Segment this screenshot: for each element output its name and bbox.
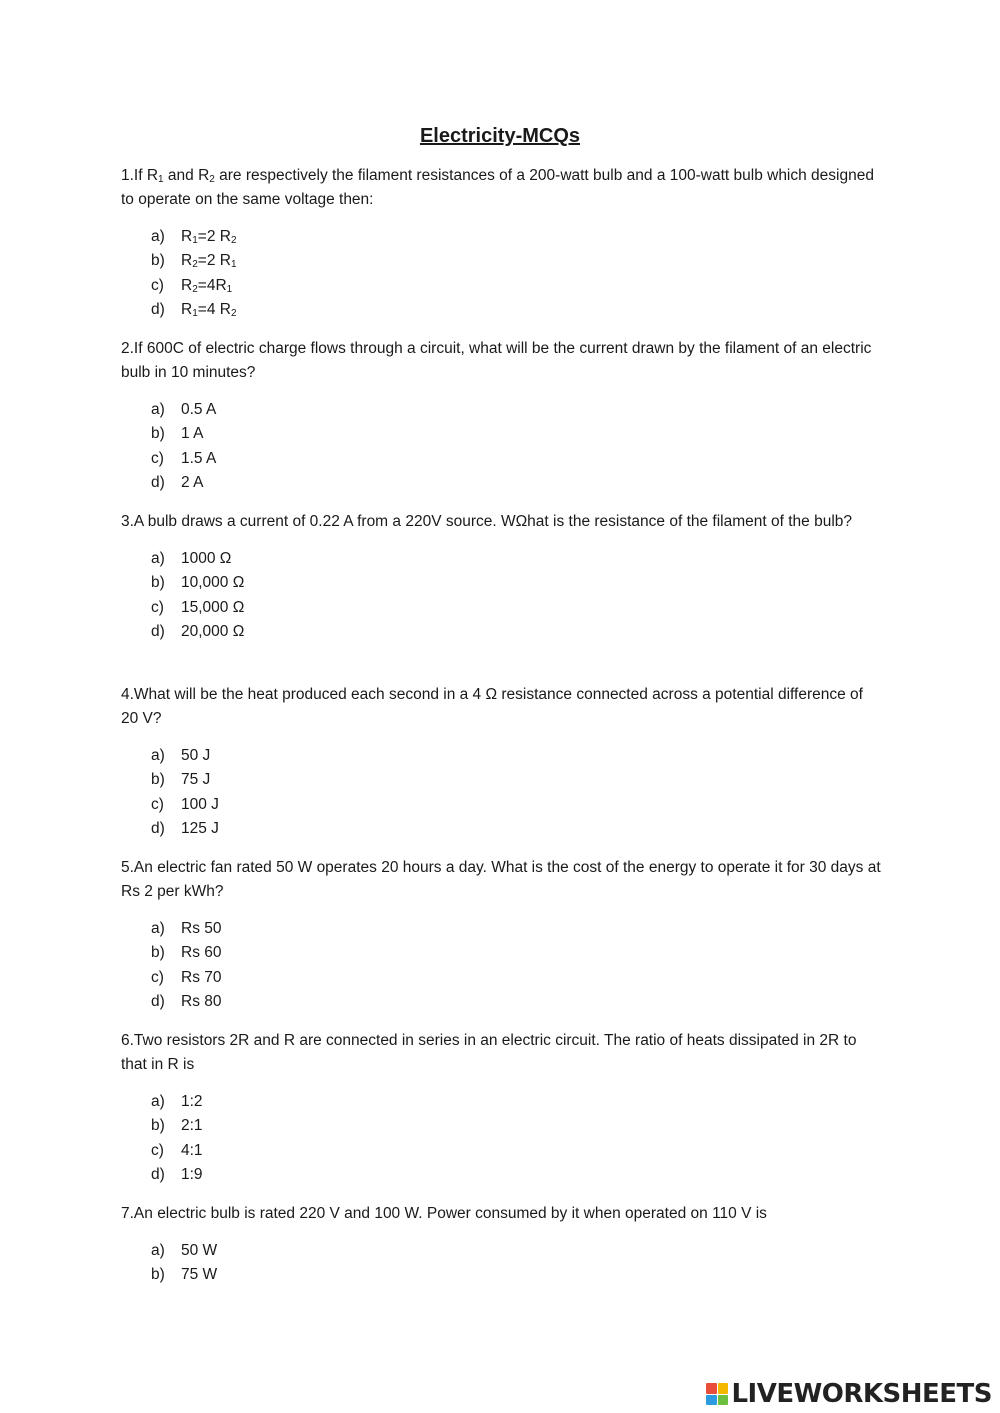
subscript: 2 xyxy=(192,283,198,295)
option-letter: b) xyxy=(151,252,165,270)
option-d[interactable] xyxy=(151,298,881,322)
subscript: 1 xyxy=(226,283,233,295)
option-c[interactable] xyxy=(151,793,881,817)
question-2-options xyxy=(121,398,881,495)
logo-mark-square-4 xyxy=(718,1395,729,1406)
option-letter: d) xyxy=(151,300,165,318)
option-letter: d) xyxy=(151,819,165,837)
option-d[interactable] xyxy=(151,817,881,841)
option-a[interactable] xyxy=(151,1090,881,1114)
question-1-options xyxy=(121,225,881,322)
option-text: 1.5 A xyxy=(181,449,217,467)
option-text: 75 W xyxy=(181,1266,218,1284)
option-letter: c) xyxy=(151,795,164,813)
option-text: Rs 50 xyxy=(181,920,222,937)
option-letter: b) xyxy=(151,1117,165,1135)
option-letter: c) xyxy=(151,276,164,294)
option-letter: d) xyxy=(151,992,165,1010)
logo-mark-square-1 xyxy=(706,1383,717,1394)
option-text: 50 J xyxy=(181,747,211,764)
option-text: 0.5 A xyxy=(181,401,217,418)
question-2-text: 2.If 600C of electric charge flows through a circuit, what will be the current drawn by the filament of an electric bulb in 10 minutes? xyxy=(121,340,872,381)
option-c[interactable] xyxy=(151,966,881,990)
question-1 xyxy=(121,164,881,322)
option-b[interactable] xyxy=(151,1263,881,1287)
option-letter: b) xyxy=(151,1266,165,1284)
option-a[interactable] xyxy=(151,744,881,768)
option-letter: b) xyxy=(151,574,165,592)
option-b[interactable] xyxy=(151,768,881,792)
logo-text: LIVEWORKSHEETS xyxy=(731,1379,992,1409)
question-1-text-part: 1.If R xyxy=(121,167,159,184)
question-1-text xyxy=(121,164,881,212)
option-text: R xyxy=(181,300,193,318)
option-c[interactable] xyxy=(151,1139,881,1163)
option-c[interactable] xyxy=(151,274,881,298)
option-b[interactable] xyxy=(151,941,881,965)
option-a[interactable] xyxy=(151,398,881,422)
option-text: 2:1 xyxy=(181,1117,203,1135)
logo-mark-square-2 xyxy=(718,1383,729,1394)
option-b[interactable] xyxy=(151,249,881,273)
question-2 xyxy=(121,337,881,495)
page-title: Electricity-MCQs xyxy=(419,125,581,147)
option-b[interactable] xyxy=(151,1114,881,1138)
question-1-text-part: and R xyxy=(163,167,210,184)
question-4-options xyxy=(121,744,881,841)
subscript: 2 xyxy=(230,307,237,319)
question-7-text: 7.An electric bulb is rated 220 V and 100 W. Power consumed by it when operated on 110 V is xyxy=(121,1205,767,1222)
option-letter: a) xyxy=(151,1242,165,1259)
option-text: Rs 80 xyxy=(181,992,222,1010)
question-7 xyxy=(121,1202,881,1288)
liveworksheets-logo-icon xyxy=(706,1383,728,1405)
logo-mark-square-3 xyxy=(706,1395,717,1406)
option-text: =4R xyxy=(197,276,227,294)
option-letter: b) xyxy=(151,771,165,789)
option-a[interactable] xyxy=(151,225,881,249)
subscript: 1 xyxy=(158,174,164,185)
subscript: 1 xyxy=(192,307,198,319)
option-text: 1 A xyxy=(181,425,204,443)
option-a[interactable] xyxy=(151,547,881,571)
option-a[interactable] xyxy=(151,1239,881,1263)
option-text: 1:2 xyxy=(181,1093,203,1110)
option-text: 2 A xyxy=(181,473,204,491)
option-a[interactable] xyxy=(151,917,881,941)
question-4-text: 4.What will be the heat produced each second in a 4 Ω resistance connected across a potential difference of 20 V? xyxy=(121,686,863,727)
option-letter: c) xyxy=(151,598,164,616)
option-text: Rs 60 xyxy=(181,944,222,962)
option-letter: c) xyxy=(151,968,164,986)
option-letter: a) xyxy=(151,550,165,567)
option-text: 75 J xyxy=(181,771,211,789)
liveworksheets-logo[interactable] xyxy=(706,1378,992,1410)
option-text: 50 W xyxy=(181,1242,218,1259)
question-6-text: 6.Two resistors 2R and R are connected in series in an electric circuit. The ratio of heats dissipated in 2R to that in R is xyxy=(121,1032,857,1073)
option-d[interactable] xyxy=(151,1163,881,1187)
question-7-options xyxy=(121,1239,881,1288)
question-6-options xyxy=(121,1090,881,1187)
option-text: 125 J xyxy=(181,819,219,837)
option-letter: b) xyxy=(151,944,165,962)
option-d[interactable] xyxy=(151,620,881,644)
question-6 xyxy=(121,1029,881,1187)
subscript: 1 xyxy=(230,259,237,271)
question-5-options xyxy=(121,917,881,1014)
option-c[interactable] xyxy=(151,447,881,471)
option-text: 100 J xyxy=(181,795,219,813)
option-text: 10,000 Ω xyxy=(181,574,245,592)
option-letter: a) xyxy=(151,747,165,764)
subscript: 2 xyxy=(192,259,198,271)
option-letter: a) xyxy=(151,920,165,937)
question-5 xyxy=(121,856,881,1014)
option-letter: b) xyxy=(151,425,165,443)
option-text: 20,000 Ω xyxy=(181,622,245,640)
question-5-text: 5.An electric fan rated 50 W operates 20 hours a day. What is the cost of the energy to operate it for 30 days at Rs 2 per kWh? xyxy=(121,859,881,900)
subscript: 2 xyxy=(230,235,237,246)
question-3 xyxy=(121,510,881,644)
option-d[interactable] xyxy=(151,471,881,495)
option-text: 1000 Ω xyxy=(181,550,232,567)
subscript: 2 xyxy=(209,174,215,185)
question-4 xyxy=(121,683,881,841)
option-b[interactable] xyxy=(151,571,881,595)
option-d[interactable] xyxy=(151,990,881,1014)
option-c[interactable] xyxy=(151,596,881,620)
subscript: 1 xyxy=(192,235,198,246)
option-text: 15,000 Ω xyxy=(181,598,245,616)
option-text: R xyxy=(181,228,193,245)
option-text: R xyxy=(181,252,193,270)
option-text: 4:1 xyxy=(181,1141,203,1159)
option-text: 1:9 xyxy=(181,1165,203,1183)
option-letter: c) xyxy=(151,449,164,467)
option-text: =4 R xyxy=(197,300,231,318)
option-letter: d) xyxy=(151,622,165,640)
option-text: R xyxy=(181,276,193,294)
question-3-text: 3.A bulb draws a current of 0.22 A from a 220V source. WΩhat is the resistance of the filament of the bulb? xyxy=(121,513,853,530)
option-text: Rs 70 xyxy=(181,968,222,986)
question-3-options xyxy=(121,547,881,644)
option-letter: a) xyxy=(151,228,165,245)
option-b[interactable] xyxy=(151,422,881,446)
question-1-text-part: are respectively the filament resistances of a 200-watt bulb and a 100-watt bulb which designed to operate on the same voltage then: xyxy=(121,167,874,208)
option-letter: a) xyxy=(151,401,165,418)
option-text: =2 R xyxy=(197,252,231,270)
option-letter: d) xyxy=(151,473,165,491)
option-letter: d) xyxy=(151,1165,165,1183)
option-text: =2 R xyxy=(197,228,231,245)
option-letter: c) xyxy=(151,1141,164,1159)
option-letter: a) xyxy=(151,1093,165,1110)
